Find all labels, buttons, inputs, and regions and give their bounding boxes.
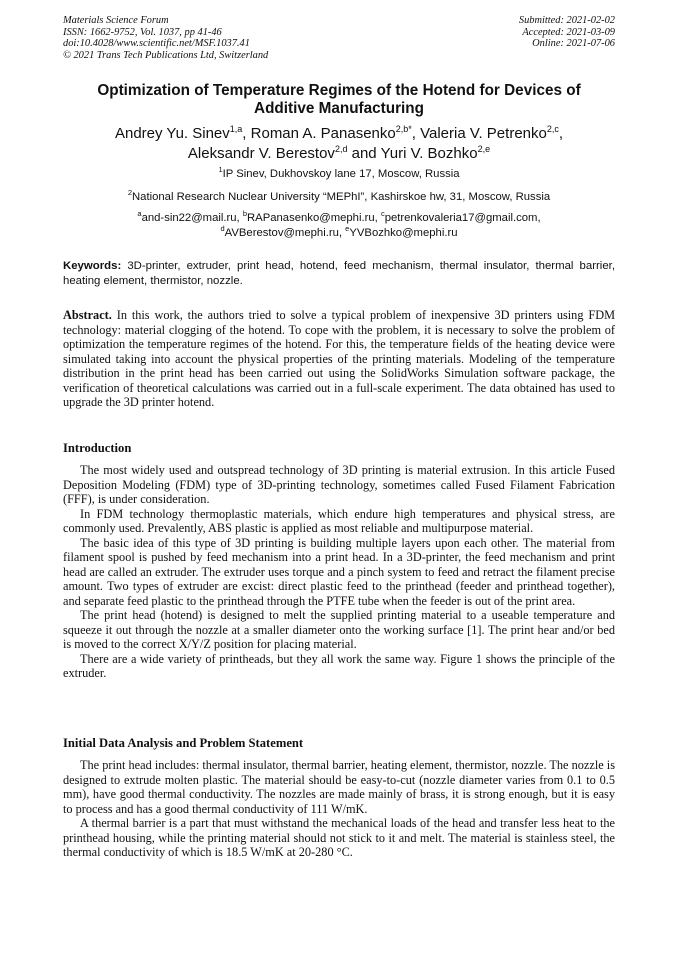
accepted-date: Accepted: 2021-03-09 xyxy=(522,26,615,38)
journal-info xyxy=(63,15,268,61)
author-affiliation-mark: 2,b* xyxy=(395,124,412,134)
email-mark: c xyxy=(380,209,385,219)
author-affiliation-mark: 2,c xyxy=(546,124,559,134)
author-affiliation-mark: 2,d xyxy=(334,144,348,154)
paragraph: The print head includes: thermal insulator, thermal barrier, heating element, thermistor, nozzle. The nozzle is designed to extrude molten plastic. The material should be easy-to-cut (nozzle diameter varies from 0.1 to 0.5 mm), have good thermal conductivity. The nozzles are made mainly of brass, it is strong enough, but it is easy to process and has a good thermal conductivity of 111 W/mK. xyxy=(63,758,615,816)
affiliation-text: IP Sinev, Dukhovskoy lane 17, Moscow, Russia xyxy=(222,168,460,180)
author-conjunction: and xyxy=(351,145,377,162)
initial-data-body xyxy=(63,758,615,860)
affiliation-1 xyxy=(63,167,615,181)
email-link[interactable]: petrenkovaleria17@gmail.com, xyxy=(384,212,541,224)
email-mark: b xyxy=(242,209,248,219)
title-line-2: Additive Manufacturing xyxy=(254,100,424,117)
author-name: Aleksandr V. Berestov xyxy=(187,145,335,162)
email-mark: a xyxy=(137,209,142,219)
paragraph: In FDM technology thermoplastic materials, which endure high temperatures and physical stress, are commonly used. Prevalently, ABS plastic is applied as most reliable and multipurpose material. xyxy=(63,506,615,535)
author-affiliation-mark: 2,e xyxy=(477,144,491,154)
email-link[interactable]: YVBozhko@mephi.ru xyxy=(349,227,458,239)
paragraph: The print head (hotend) is designed to melt the supplied printing material to a useable temperature and squeeze it out through the nozzle at a smaller diameter onto the working surface [1]. The print hear and/or bed is moved to the correct X/Y/Z position for placing material. xyxy=(63,608,615,651)
keywords-label: Keywords: xyxy=(63,260,122,272)
author-emails xyxy=(63,211,615,241)
publication-dates xyxy=(519,15,615,50)
email-link[interactable]: AVBerestov@mephi.ru, xyxy=(224,227,343,239)
introduction-heading: Introduction xyxy=(63,441,132,455)
affiliation-mark: 1 xyxy=(218,165,223,175)
affiliation-2 xyxy=(63,190,615,204)
author-list: Andrey Yu. Sinev$^{1,a}$, Roman A. Panasenko$^{2,b*}$, Valeria V. Petrenko$^{2,c}$, Aleksandr V. Berestov$^{2,d}$ and Yuri V. Bozhko$^{2,e}$ xyxy=(114,124,564,162)
keywords-block xyxy=(63,259,615,288)
paper-title xyxy=(63,82,615,118)
abstract-block xyxy=(63,308,615,410)
affiliation-mark: 2 xyxy=(127,188,132,198)
online-date: Online: 2021-07-06 xyxy=(532,38,615,50)
paragraph: The basic idea of this type of 3D printing is building multiple layers upon each other. The material from filament spool is pushed by feed mechanism into a print head. In a 3D-printer, the feed mechanism and print head are called an extruder. The extruder uses torque and a pinch system to feed and retract the filament precise amount. Two types of extruder are excist: direct plastic feed to the printhead (feeder and printhead together), and separate feed plastic to the printhead through the PTFE tube when the feeder is out of the print area. xyxy=(63,535,615,608)
paragraph: The most widely used and outspread technology of 3D printing is material extrusion. In this article Fused Deposition Modeling (FDM) type of 3D-printing technology, sometimes called Fused Filament Fabrication (FFF), is under consideration. xyxy=(63,463,615,506)
initial-data-heading: Initial Data Analysis and Problem Statement xyxy=(63,736,304,750)
submitted-date: Submitted: 2021-02-02 xyxy=(518,15,615,26)
journal-issn: ISSN: 1662-9752, Vol. 1037, pp 41-46 xyxy=(63,26,222,38)
abstract-label: Abstract. xyxy=(63,308,112,322)
affiliation-text: National Research Nuclear University “MEPhI”, Kashirskoe hw, 31, Moscow, Russia xyxy=(132,191,551,203)
title-line-1: Optimization of Temperature Regimes of the Hotend for Devices of xyxy=(97,82,581,99)
author-affiliation-mark: 1,a xyxy=(229,124,243,134)
abstract-text: In this work, the authors tried to solve a typical problem of inexpensive 3D printers using FDM technology: material clogging of the hotend. To cope with the problem, it is necessary to solve the problem of optimization the temperature regimes of the hotend. For this, the temperature fields of the heating device were simulated taking into account the physical properties of the printing materials. Modeling of the temperature distribution in the print head has been carried out using the SolidWorks Simulation software package, the verification of theoretical calculations was carried out in a full-scale experiment. The data obtained has used to upgrade the 3D printer hotend. xyxy=(63,308,616,409)
journal-doi: doi:10.4028/www.scientific.net/MSF.1037.41 xyxy=(63,38,250,50)
email-link[interactable]: RAPanasenko@mephi.ru, xyxy=(247,212,378,224)
journal-copyright: © 2021 Trans Tech Publications Ltd, Switzerland xyxy=(63,49,269,61)
keywords-text: 3D-printer, extruder, print head, hotend, feed mechanism, thermal insulator, thermal barrier, heating element, thermistor, nozzle. xyxy=(63,260,615,287)
email-link[interactable]: and-sin22@mail.ru, xyxy=(141,212,240,224)
email-mark: e xyxy=(345,224,350,234)
author-name: Valeria V. Petrenko xyxy=(420,125,547,142)
author-name: Andrey Yu. Sinev xyxy=(114,125,230,142)
paragraph: A thermal barrier is a part that must withstand the mechanical loads of the head and transfer less heat to the printhead housing, while the printing material should not stick to it and melt. The material is stainless steel, the thermal conductivity of which is 18.5 W/mK at 20-280 °C. xyxy=(63,816,615,859)
author-name: Roman A. Panasenko xyxy=(250,125,396,142)
introduction-body xyxy=(63,463,615,681)
email-mark: d xyxy=(220,224,225,234)
journal-name: Materials Science Forum xyxy=(63,15,169,26)
author-name: Yuri V. Bozhko xyxy=(380,145,478,162)
paragraph: There are a wide variety of printheads, but they all work the same way. Figure 1 shows the principle of the extruder. xyxy=(63,651,615,680)
